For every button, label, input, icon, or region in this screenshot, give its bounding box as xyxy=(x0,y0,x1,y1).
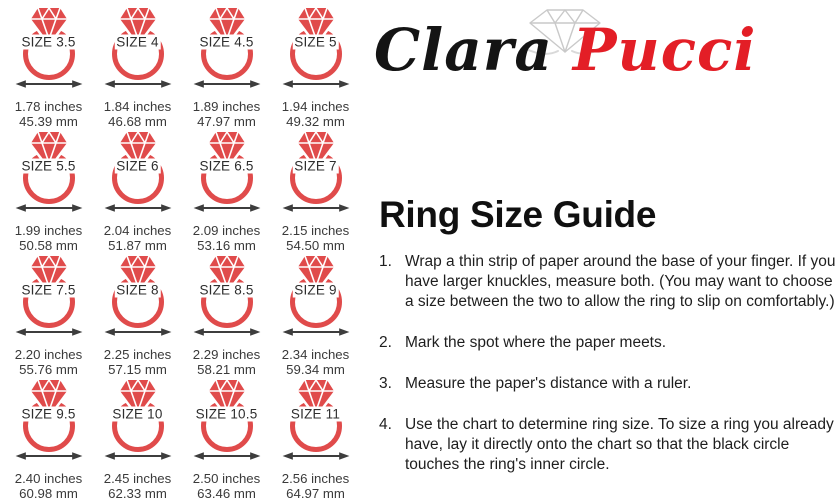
ring-mm-value: 45.39 mm xyxy=(19,113,78,129)
ring-figure xyxy=(12,377,86,453)
ring-mm-value: 60.98 mm xyxy=(19,485,78,501)
instruction-step xyxy=(379,374,837,394)
ring-size-label: SIZE 6.5 xyxy=(199,158,254,174)
ring-figure xyxy=(279,5,353,81)
ring-size-cell xyxy=(182,129,271,253)
ring-measurements xyxy=(104,224,171,253)
ring-measurements xyxy=(193,472,260,501)
ring-inches-value: 1.84 inches xyxy=(103,99,172,114)
ring-figure xyxy=(190,253,264,329)
ring-measurements xyxy=(193,348,260,377)
step-number: 4. xyxy=(379,416,392,433)
ring-inches-value: 1.89 inches xyxy=(192,99,261,114)
ring-inches-value: 2.50 inches xyxy=(192,471,261,486)
ring-measurements xyxy=(193,100,260,129)
ring-size-label: SIZE 7 xyxy=(294,158,337,174)
ring-inches-value: 1.99 inches xyxy=(14,223,83,238)
step-number: 3. xyxy=(379,375,392,392)
ring-mm-value: 54.50 mm xyxy=(286,237,345,253)
ring-measurements xyxy=(104,472,171,501)
ring-figure xyxy=(190,377,264,453)
page-title: Ring Size Guide xyxy=(379,194,657,235)
ring-measurements xyxy=(15,100,82,129)
ring-size-cell xyxy=(271,5,360,129)
ring-figure xyxy=(101,5,175,81)
ring-mm-value: 49.32 mm xyxy=(286,113,345,129)
ring-mm-value: 46.68 mm xyxy=(108,113,167,129)
ring-inches-value: 2.09 inches xyxy=(192,223,261,238)
ring-inches-value: 2.15 inches xyxy=(281,223,350,238)
ring-mm-value: 62.33 mm xyxy=(108,485,167,501)
ring-size-label: SIZE 5.5 xyxy=(21,158,76,174)
ring-mm-value: 51.87 mm xyxy=(108,237,167,253)
ring-mm-value: 50.58 mm xyxy=(19,237,78,253)
ring-size-cell xyxy=(93,253,182,377)
ring-mm-value: 63.46 mm xyxy=(197,485,256,501)
ring-inches-value: 2.56 inches xyxy=(281,471,350,486)
ring-size-cell xyxy=(4,129,93,253)
ring-figure xyxy=(279,129,353,205)
ring-size-label: SIZE 4.5 xyxy=(199,34,254,50)
ring-size-label: SIZE 11 xyxy=(290,406,341,422)
ring-measurements xyxy=(282,348,349,377)
ring-size-cell xyxy=(4,5,93,129)
ring-size-cell xyxy=(93,377,182,501)
ring-inches-value: 1.78 inches xyxy=(14,99,83,114)
ring-figure xyxy=(279,377,353,453)
ring-size-cell xyxy=(4,377,93,501)
ring-measurements xyxy=(15,472,82,501)
ring-measurements xyxy=(15,224,82,253)
ring-inches-value: 1.94 inches xyxy=(281,99,350,114)
ring-mm-value: 59.34 mm xyxy=(286,361,345,377)
ring-size-cell xyxy=(182,5,271,129)
brand-name xyxy=(374,4,756,96)
ring-measurements xyxy=(193,224,260,253)
ring-measurements xyxy=(104,348,171,377)
ring-size-cell xyxy=(93,129,182,253)
ring-inches-value: 2.45 inches xyxy=(103,471,172,486)
ring-mm-value: 53.16 mm xyxy=(197,237,256,253)
ring-size-cell xyxy=(182,253,271,377)
ring-size-label: SIZE 4 xyxy=(116,34,159,50)
ring-figure xyxy=(190,5,264,81)
ring-figure xyxy=(12,5,86,81)
step-text: Measure the paper's distance with a ruler. xyxy=(405,375,692,392)
ring-size-label: SIZE 9.5 xyxy=(21,406,76,422)
ring-inches-value: 2.25 inches xyxy=(103,347,172,362)
ring-figure xyxy=(190,129,264,205)
ring-size-cell xyxy=(93,5,182,129)
ring-measurements xyxy=(282,472,349,501)
ring-measurements xyxy=(104,100,171,129)
step-text: Wrap a thin strip of paper around the base of your finger. If you have larger knuckles, measure both. (You may want to choose a size between the two to allow the ring to slip on comfortably.) xyxy=(405,253,836,310)
brand-name-clara: Clara xyxy=(374,16,553,84)
ring-size-label: SIZE 8.5 xyxy=(199,282,254,298)
ring-size-label: SIZE 5 xyxy=(294,34,337,50)
ring-figure xyxy=(101,253,175,329)
ring-inches-value: 2.20 inches xyxy=(14,347,83,362)
step-number: 2. xyxy=(379,334,392,351)
instruction-step xyxy=(379,333,837,353)
ring-mm-value: 47.97 mm xyxy=(197,113,256,129)
brand-name-pucci: Pucci xyxy=(572,16,757,84)
ring-figure xyxy=(101,377,175,453)
ring-size-chart xyxy=(4,5,360,501)
ring-figure xyxy=(101,129,175,205)
ring-size-cell xyxy=(271,129,360,253)
step-number: 1. xyxy=(379,253,392,270)
ring-size-label: SIZE 8 xyxy=(116,282,159,298)
instruction-step xyxy=(379,252,837,312)
ring-inches-value: 2.04 inches xyxy=(103,223,172,238)
ring-mm-value: 55.76 mm xyxy=(19,361,78,377)
ring-mm-value: 64.97 mm xyxy=(286,485,345,501)
ring-figure xyxy=(12,253,86,329)
ring-size-label: SIZE 3.5 xyxy=(21,34,76,50)
ring-size-cell xyxy=(271,377,360,501)
ring-size-cell xyxy=(182,377,271,501)
instructions-list xyxy=(379,252,837,496)
ring-inches-value: 2.40 inches xyxy=(14,471,83,486)
ring-size-label: SIZE 7.5 xyxy=(21,282,76,298)
ring-measurements xyxy=(282,224,349,253)
ring-size-label: SIZE 9 xyxy=(294,282,337,298)
ring-figure xyxy=(12,129,86,205)
ring-inches-value: 2.34 inches xyxy=(281,347,350,362)
ring-mm-value: 58.21 mm xyxy=(197,361,256,377)
step-text: Mark the spot where the paper meets. xyxy=(405,334,667,351)
ring-size-cell xyxy=(271,253,360,377)
brand-logo xyxy=(374,4,794,104)
ring-size-cell xyxy=(4,253,93,377)
ring-size-label: SIZE 6 xyxy=(116,158,159,174)
ring-inches-value: 2.29 inches xyxy=(192,347,261,362)
ring-measurements xyxy=(15,348,82,377)
instruction-step xyxy=(379,415,837,475)
ring-size-label: SIZE 10.5 xyxy=(195,406,258,422)
ring-measurements xyxy=(282,100,349,129)
ring-mm-value: 57.15 mm xyxy=(108,361,167,377)
step-text: Use the chart to determine ring size. To size a ring you already have, lay it directly onto the chart so that the black circle touches the ring's inner circle. xyxy=(405,416,834,473)
ring-figure xyxy=(279,253,353,329)
ring-size-label: SIZE 10 xyxy=(112,406,163,422)
